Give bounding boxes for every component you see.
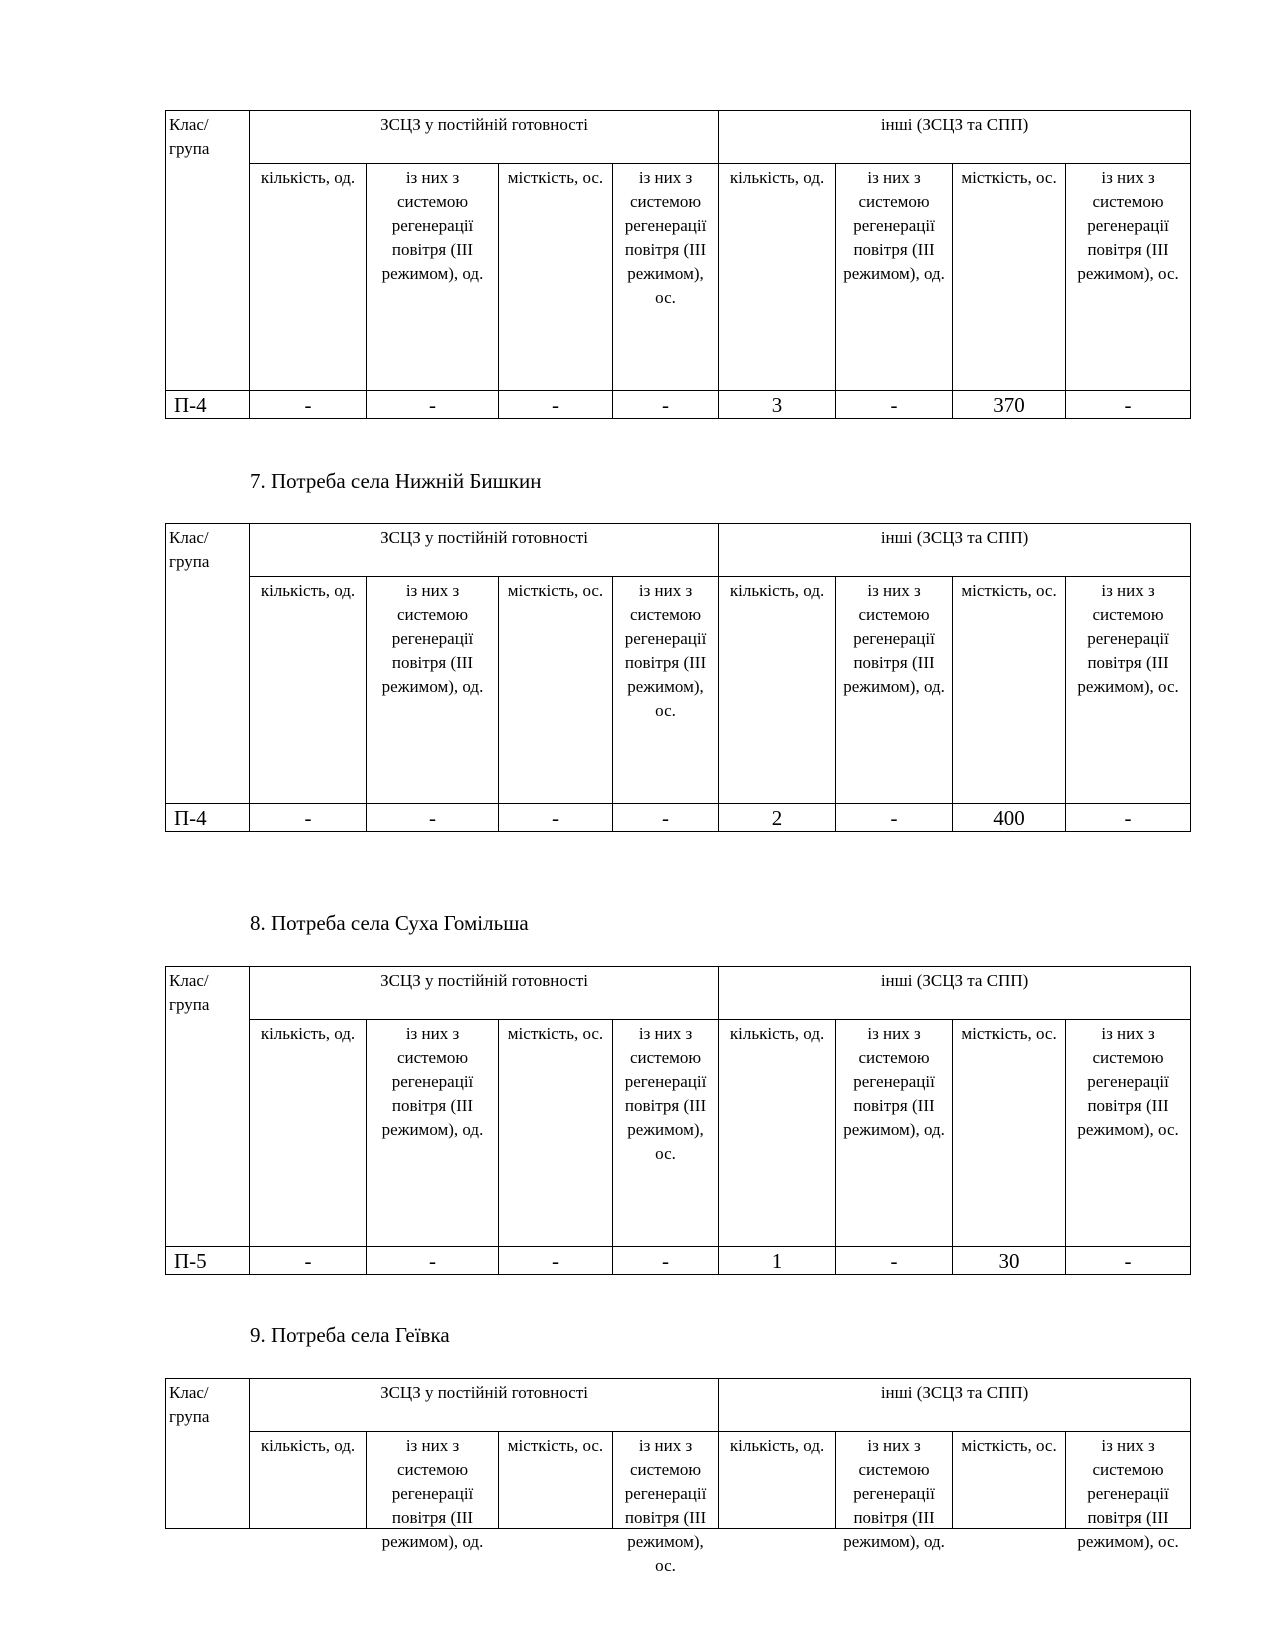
section-heading: 9. Потреба села Геївка [250,1323,450,1347]
row-value: 2 [719,804,836,832]
header-count-regen: із них з системою регенерації повітря (ІІІ режимом), од. [367,1432,499,1529]
header-count: кількість, од. [719,164,836,391]
row-value: - [613,1247,719,1275]
row-value: - [367,391,499,419]
header-group-constant-readiness: ЗСЦЗ у постійній готовності [250,524,719,577]
row-value: - [250,804,367,832]
header-capacity-regen: із них з системою регенерації повітря (ІІІ режимом), ос. [1066,164,1191,391]
row-value: - [367,804,499,832]
header-count: кількість, од. [250,1432,367,1529]
table-row [166,391,1191,419]
header-count: кількість, од. [250,577,367,804]
row-value: - [613,804,719,832]
row-value: 370 [953,391,1066,419]
header-capacity-regen: із них з системою регенерації повітря (ІІІ режимом), ос. [613,164,719,391]
header-count-regen: із них з системою регенерації повітря (ІІІ режимом), од. [836,164,953,391]
header-class-group: Клас/група [166,967,250,1247]
row-value: - [250,391,367,419]
row-value: - [613,391,719,419]
header-group-other: інші (ЗСЦЗ та СПП) [719,524,1191,577]
header-count: кількість, од. [250,1020,367,1247]
row-value: - [499,391,613,419]
header-group-constant-readiness: ЗСЦЗ у постійній готовності [250,1379,719,1432]
table-row [166,1247,1191,1275]
row-value: - [367,1247,499,1275]
header-capacity: місткість, ос. [953,164,1066,391]
header-capacity-regen: із них з системою регенерації повітря (ІІІ режимом), ос. [1066,1432,1191,1529]
header-capacity: місткість, ос. [953,1432,1066,1529]
table-row [166,804,1191,832]
header-class-group: Клас/група [166,1379,250,1529]
row-value: - [836,1247,953,1275]
header-capacity-regen: із них з системою регенерації повітря (ІІІ режимом), ос. [613,577,719,804]
capacity-table [165,523,1191,832]
header-count-regen: із них з системою регенерації повітря (ІІІ режимом), од. [367,1020,499,1247]
header-count: кількість, од. [719,577,836,804]
row-value: - [1066,804,1191,832]
header-count-regen: із них з системою регенерації повітря (ІІІ режимом), од. [836,577,953,804]
header-count-regen: із них з системою регенерації повітря (ІІІ режимом), од. [836,1432,953,1529]
row-value: 3 [719,391,836,419]
row-class: П-4 [166,804,250,832]
header-capacity: місткість, ос. [499,1020,613,1247]
header-capacity-regen: із них з системою регенерації повітря (ІІІ режимом), ос. [1066,577,1191,804]
header-count: кількість, од. [250,164,367,391]
row-value: - [1066,1247,1191,1275]
header-capacity: місткість, ос. [499,164,613,391]
row-value: - [836,391,953,419]
row-value: 1 [719,1247,836,1275]
row-value: 400 [953,804,1066,832]
capacity-table [165,966,1191,1275]
row-class: П-5 [166,1247,250,1275]
header-group-constant-readiness: ЗСЦЗ у постійній готовності [250,111,719,164]
row-value: - [499,804,613,832]
header-count: кількість, од. [719,1020,836,1247]
row-value: - [499,1247,613,1275]
header-group-other: інші (ЗСЦЗ та СПП) [719,111,1191,164]
header-group-constant-readiness: ЗСЦЗ у постійній готовності [250,967,719,1020]
header-group-other: інші (ЗСЦЗ та СПП) [719,1379,1191,1432]
header-capacity: місткість, ос. [953,577,1066,804]
section-heading: 8. Потреба села Суха Гомільша [250,911,529,935]
row-value: - [836,804,953,832]
header-capacity-regen: із них з системою регенерації повітря (ІІІ режимом), ос. [1066,1020,1191,1247]
capacity-table [165,110,1191,419]
capacity-table [165,1378,1191,1575]
header-capacity: місткість, ос. [953,1020,1066,1247]
row-value: 30 [953,1247,1066,1275]
section-heading: 7. Потреба села Нижній Бишкин [250,469,542,493]
row-value: - [1066,391,1191,419]
header-count-regen: із них з системою регенерації повітря (ІІІ режимом), од. [367,164,499,391]
header-capacity-regen: із них з системою регенерації повітря (ІІІ режимом), ос. [613,1432,719,1529]
header-count-regen: із них з системою регенерації повітря (ІІІ режимом), од. [836,1020,953,1247]
header-group-other: інші (ЗСЦЗ та СПП) [719,967,1191,1020]
header-class-group: Клас/група [166,524,250,804]
header-count: кількість, од. [719,1432,836,1529]
row-class: П-4 [166,391,250,419]
row-value: - [250,1247,367,1275]
header-capacity-regen: із них з системою регенерації повітря (ІІІ режимом), ос. [613,1020,719,1247]
header-capacity: місткість, ос. [499,577,613,804]
header-count-regen: із них з системою регенерації повітря (ІІІ режимом), од. [367,577,499,804]
header-capacity: місткість, ос. [499,1432,613,1529]
header-class-group: Клас/група [166,111,250,391]
